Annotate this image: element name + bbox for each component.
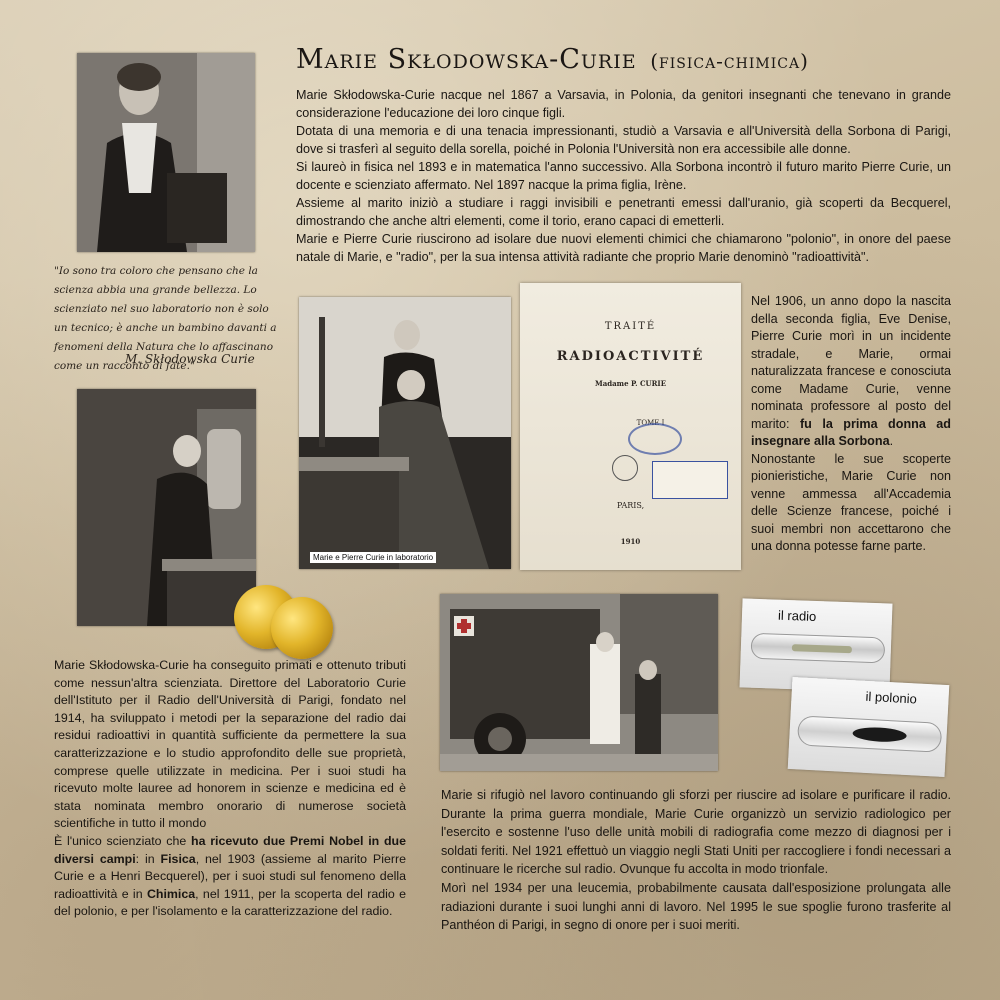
title-subtitle: (fisica-chimica) (650, 49, 809, 73)
curie-lab-figure (299, 297, 511, 569)
radium-label: il radio (777, 607, 817, 624)
left-p2-chimica: Chimica (146, 886, 196, 901)
portrait-figure (77, 53, 255, 252)
left-p2-c: : in (135, 851, 161, 866)
radiology-car-figure (440, 594, 718, 771)
book-author: Madame P. CURIE (594, 379, 667, 388)
right-p1-start: Nel 1906, un anno dopo la nascita della seconda figlia, Eve Denise, Pierre Curie morì in un incidente stradale, e Marie, ormai naturalizzata francese e conosciuta come Madame Curie, venne nominata professore al posto del marito: (751, 294, 951, 431)
left-paragraph-2 (54, 833, 406, 921)
title-main: Marie Skłodowska-Curie (296, 44, 637, 75)
polonium-vial (797, 715, 942, 752)
right-paragraph-2: Nonostante le sue scoperte pionieristiche, Marie Curie non venne ammessa all'Accademia delle Scienze francese, poiché i suoi membri non accettarono che una donna potesse farne parte. (751, 451, 951, 553)
bottom-paragraph-2: Morì nel 1934 per una leucemia, probabilmente causata dall'esposizione prolungata alle radiazioni durante i suoi lunghi anni di lavoro. Nel 1995 le sue spoglie furono trasferite al Panthéon di Parigi, in segno di onore per i suoi meriti. (441, 880, 951, 933)
page-title (296, 44, 976, 75)
intro-paragraph: Dotata di una memoria e di una tenacia impressionanti, studiò a Varsavia e all'Università della Sorbona di Parigi, dove si trasferì al seguito della sorella, poiché in Polonia l'Università non era accessibile alle donne. (296, 124, 951, 156)
right-p1-end: . (889, 434, 894, 448)
nobel-medal-icon (271, 597, 333, 659)
signature: M. Skłodowska Curie (125, 352, 255, 366)
polonium-label: il polonio (865, 688, 918, 707)
book-emblem-icon (612, 455, 638, 481)
intro-paragraph: Si laureò in fisica nel 1893 e in matematica l'anno successivo. Alla Sorbona incontrò il futuro marito Pierre Curie, un docente e scienziato affermato. Nel 1897 nacque la prima figlia, Irène. (296, 160, 951, 192)
intro-paragraph: Marie Skłodowska-Curie nacque nel 1867 a Varsavia, in Polonia, da genitori insegnanti che tenevano in grande considerazione l'educazione dei loro cinque figli. (296, 88, 951, 120)
book-stamp (628, 423, 682, 455)
right-column-text (751, 293, 951, 556)
intro-text (296, 86, 951, 266)
lab-portrait-figure (77, 389, 256, 626)
left-p2-e: , nel 1903 (assieme al marito Pierre Curie e a Henri Becquerel), per i suoi studi sul fenomeno della radioattività e in (54, 851, 406, 901)
lab-photo-caption: Marie e Pierre Curie in laboratorio (310, 552, 436, 563)
polonium-sample-photo (788, 677, 950, 777)
bottom-paragraph-1: Marie si rifugiò nel lavoro continuando gli sforzi per riuscire ad isolare e purificare il radio. Durante la prima guerra mondiale, Marie Curie organizzò un servizio radiologico per l'esercito e sostenne l'uso delle unità mobili di radiografia come mezzo di diagnosi per i soldati feriti. Nel 1921 effettuò un viaggio negli Stati Uniti per raccogliere i fondi necessari a continuare le ricerche sul radio. Ovunque fu accolta in modo trionfale. (441, 788, 951, 877)
book-title-small: TRAITÉ (604, 321, 657, 332)
quote-text: "Io sono tra coloro che pensano che la scienza abbia una grande bellezza. Lo scienziato nel suo laboratorio non è solo un tecnico; è anche un bambino davanti a fenomeni della Natura che lo affascinano come un racconto di fate." (54, 265, 277, 372)
intro-paragraph: Marie e Pierre Curie riuscirono ad isolare due nuovi elementi chimici che chiamarono "polonio", in onore del paese natale di Marie, e "radio", per la sua intensa attività radiante che proprio Marie denominò "radioattività". (296, 232, 951, 264)
right-p1-bold: fu la prima donna ad insegnare alla Sorbona (751, 416, 951, 448)
book-title-main: RADIOACTIVITÉ (556, 349, 705, 364)
left-p2-fisica: Fisica (160, 851, 196, 866)
curie-lab-photo (299, 297, 511, 569)
intro-paragraph: Assieme al marito iniziò a studiare i raggi invisibili e penetranti emessi dall'uranio, già scoperti da Becquerel, dimostrando che anche altri elementi, come il torio, erano capaci di emetterli. (296, 196, 951, 228)
right-paragraph-1 (751, 293, 951, 451)
radiology-car-photo (440, 594, 718, 771)
bottom-text (441, 786, 951, 935)
lab-portrait-photo (77, 389, 256, 626)
book-city: PARIS, (616, 501, 645, 510)
radium-vial (750, 633, 885, 664)
book-tome: TOME I (636, 419, 665, 427)
left-p2-a: È l'unico scienziato che (54, 833, 192, 848)
left-p2-bold: ha ricevuto due Premi Nobel in due diversi campi (54, 833, 406, 866)
book-cover (520, 283, 741, 570)
book-year: 1910 (620, 537, 641, 546)
book-label (652, 461, 728, 499)
left-p2-g: , nel 1911, per la scoperta del radio e del polonio, e per l'isolamento e la caratterizzazione del radio. (54, 886, 406, 919)
portrait-photo (77, 53, 255, 252)
left-paragraph-1: Marie Skłodowska-Curie ha conseguito primati e ottenuto tributi come nessun'altra scienziata. Direttore del Laboratorio Curie dell'Istituto per il Radio dell'Università di Parigi, fondato nel 1914, ha sviluppato i metodi per la separazione del radio dai residui radioattivi in quantità sufficiente da permettere la sua caratterizzazione e lo studio approfondito delle sue proprietà, comprese quelle utilizzate in medicina. Per i suoi studi ha ricevuto molte lauree ad honorem in scienze e medicina ed è stata nominata membro onorario di numerose società scientifiche in tutto il mondo (54, 658, 406, 831)
left-column-text (54, 657, 406, 921)
